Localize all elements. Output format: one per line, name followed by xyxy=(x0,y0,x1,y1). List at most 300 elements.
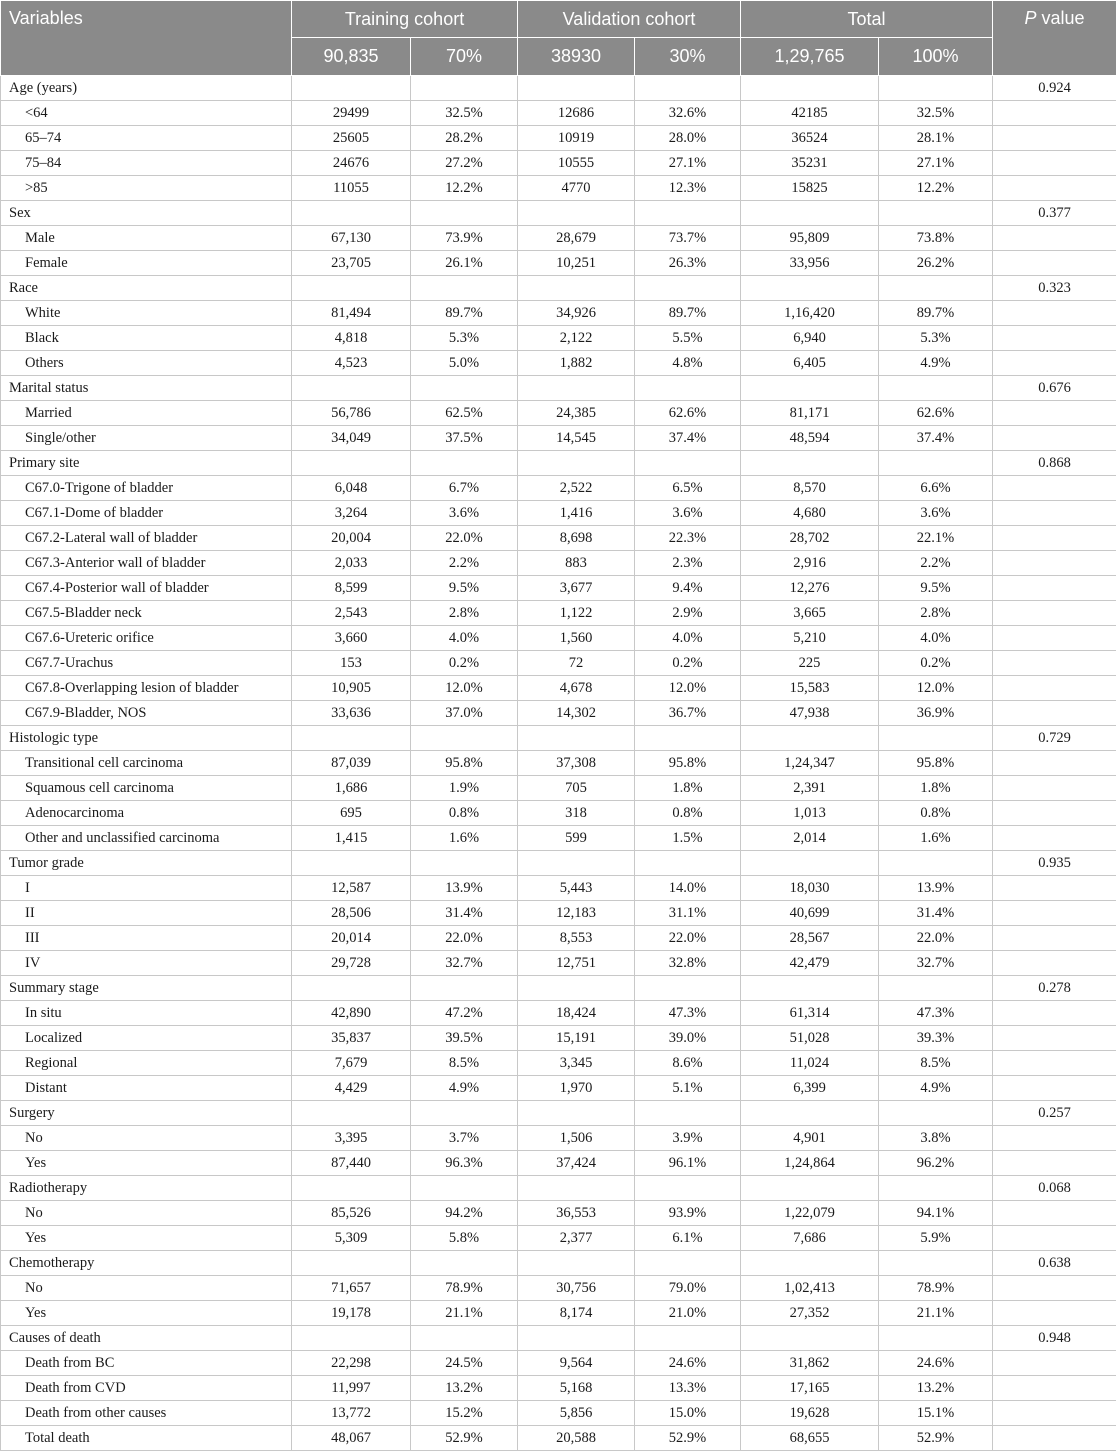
total-count xyxy=(741,1251,879,1276)
validation-count: 37,424 xyxy=(518,1151,635,1176)
row-label: Chemotherapy xyxy=(1,1251,292,1276)
training-count: 67,130 xyxy=(292,226,411,251)
training-percent: 78.9% xyxy=(411,1276,518,1301)
validation-percent: 73.7% xyxy=(635,226,741,251)
training-percent: 73.9% xyxy=(411,226,518,251)
validation-percent: 26.3% xyxy=(635,251,741,276)
validation-percent xyxy=(635,726,741,751)
validation-percent xyxy=(635,1251,741,1276)
training-percent xyxy=(411,1101,518,1126)
total-count: 1,02,413 xyxy=(741,1276,879,1301)
row-label: Tumor grade xyxy=(1,851,292,876)
training-percent: 22.0% xyxy=(411,926,518,951)
p-value: 0.948 xyxy=(993,1326,1116,1351)
validation-count xyxy=(518,1326,635,1351)
validation-percent: 22.3% xyxy=(635,526,741,551)
p-value xyxy=(993,226,1116,251)
validation-count: 1,970 xyxy=(518,1076,635,1101)
total-count: 40,699 xyxy=(741,901,879,926)
training-count: 87,039 xyxy=(292,751,411,776)
total-count: 2,916 xyxy=(741,551,879,576)
total-count xyxy=(741,376,879,401)
total-count: 51,028 xyxy=(741,1026,879,1051)
training-percent xyxy=(411,1176,518,1201)
p-value xyxy=(993,576,1116,601)
p-value xyxy=(993,126,1116,151)
total-count: 5,210 xyxy=(741,626,879,651)
training-count: 2,033 xyxy=(292,551,411,576)
training-count xyxy=(292,1101,411,1126)
training-percent: 95.8% xyxy=(411,751,518,776)
training-percent: 8.5% xyxy=(411,1051,518,1076)
row-label: Death from BC xyxy=(1,1351,292,1376)
total-count: 28,567 xyxy=(741,926,879,951)
row-label: Histologic type xyxy=(1,726,292,751)
total-count: 35231 xyxy=(741,151,879,176)
validation-percent xyxy=(635,76,741,101)
row-label: Localized xyxy=(1,1026,292,1051)
total-percent xyxy=(879,451,993,476)
row-label: Adenocarcinoma xyxy=(1,801,292,826)
row-label: No xyxy=(1,1126,292,1151)
row-label: Age (years) xyxy=(1,76,292,101)
total-count: 42,479 xyxy=(741,951,879,976)
validation-count: 3,345 xyxy=(518,1051,635,1076)
p-value xyxy=(993,626,1116,651)
table-row xyxy=(1,1226,1116,1251)
table-row xyxy=(1,626,1116,651)
training-count: 11,997 xyxy=(292,1376,411,1401)
training-count: 29,728 xyxy=(292,951,411,976)
training-percent xyxy=(411,276,518,301)
row-label: Other and unclassified carcinoma xyxy=(1,826,292,851)
row-label: II xyxy=(1,901,292,926)
total-percent: 4.9% xyxy=(879,351,993,376)
validation-percent: 37.4% xyxy=(635,426,741,451)
p-value xyxy=(993,876,1116,901)
table-row xyxy=(1,1151,1116,1176)
training-count: 71,657 xyxy=(292,1276,411,1301)
total-count: 1,16,420 xyxy=(741,301,879,326)
p-value: 0.935 xyxy=(993,851,1116,876)
validation-percent: 2.9% xyxy=(635,601,741,626)
row-label: Black xyxy=(1,326,292,351)
training-percent: 6.7% xyxy=(411,476,518,501)
total-percent: 78.9% xyxy=(879,1276,993,1301)
table-row-category xyxy=(1,726,1116,751)
validation-percent xyxy=(635,201,741,226)
total-percent: 5.9% xyxy=(879,1226,993,1251)
training-percent xyxy=(411,451,518,476)
total-percent: 9.5% xyxy=(879,576,993,601)
validation-percent: 5.5% xyxy=(635,326,741,351)
validation-count: 2,377 xyxy=(518,1226,635,1251)
total-percent: 24.6% xyxy=(879,1351,993,1376)
p-value xyxy=(993,476,1116,501)
table-row xyxy=(1,351,1116,376)
total-count: 6,940 xyxy=(741,326,879,351)
training-count: 11055 xyxy=(292,176,411,201)
total-percent xyxy=(879,1326,993,1351)
training-count: 28,506 xyxy=(292,901,411,926)
total-count: 61,314 xyxy=(741,1001,879,1026)
validation-percent xyxy=(635,451,741,476)
total-count xyxy=(741,201,879,226)
table-row xyxy=(1,951,1116,976)
validation-count: 705 xyxy=(518,776,635,801)
total-percent: 26.2% xyxy=(879,251,993,276)
total-count xyxy=(741,726,879,751)
row-label: C67.5-Bladder neck xyxy=(1,601,292,626)
total-count: 27,352 xyxy=(741,1301,879,1326)
validation-percent xyxy=(635,1326,741,1351)
row-label: 65–74 xyxy=(1,126,292,151)
p-value xyxy=(993,1076,1116,1101)
total-percent: 13.9% xyxy=(879,876,993,901)
validation-count: 599 xyxy=(518,826,635,851)
table-row xyxy=(1,701,1116,726)
training-count: 22,298 xyxy=(292,1351,411,1376)
p-value xyxy=(993,101,1116,126)
total-count: 4,680 xyxy=(741,501,879,526)
total-count: 3,665 xyxy=(741,601,879,626)
training-percent: 5.8% xyxy=(411,1226,518,1251)
total-percent: 95.8% xyxy=(879,751,993,776)
training-count xyxy=(292,276,411,301)
total-count: 81,171 xyxy=(741,401,879,426)
training-count: 12,587 xyxy=(292,876,411,901)
table-row xyxy=(1,401,1116,426)
total-percent: 62.6% xyxy=(879,401,993,426)
validation-count: 318 xyxy=(518,801,635,826)
total-count xyxy=(741,76,879,101)
validation-count: 4770 xyxy=(518,176,635,201)
total-percent: 5.3% xyxy=(879,326,993,351)
training-percent xyxy=(411,376,518,401)
p-value: 0.323 xyxy=(993,276,1116,301)
total-percent: 0.2% xyxy=(879,651,993,676)
table-row xyxy=(1,1426,1116,1451)
p-value xyxy=(993,301,1116,326)
table-row xyxy=(1,476,1116,501)
training-percent: 32.5% xyxy=(411,101,518,126)
table-row xyxy=(1,1276,1116,1301)
total-count: 33,956 xyxy=(741,251,879,276)
validation-count: 28,679 xyxy=(518,226,635,251)
total-count: 36524 xyxy=(741,126,879,151)
validation-count: 24,385 xyxy=(518,401,635,426)
validation-percent: 2.3% xyxy=(635,551,741,576)
training-count: 29499 xyxy=(292,101,411,126)
training-percent: 27.2% xyxy=(411,151,518,176)
p-value xyxy=(993,901,1116,926)
validation-count: 5,856 xyxy=(518,1401,635,1426)
total-count: 6,399 xyxy=(741,1076,879,1101)
table-row xyxy=(1,876,1116,901)
row-label: C67.4-Posterior wall of bladder xyxy=(1,576,292,601)
total-percent: 1.6% xyxy=(879,826,993,851)
table-row xyxy=(1,1351,1116,1376)
training-count xyxy=(292,451,411,476)
total-percent: 0.8% xyxy=(879,801,993,826)
row-label: Female xyxy=(1,251,292,276)
table-row xyxy=(1,326,1116,351)
training-count: 2,543 xyxy=(292,601,411,626)
row-label: Surgery xyxy=(1,1101,292,1126)
training-percent: 89.7% xyxy=(411,301,518,326)
table-row-category xyxy=(1,1251,1116,1276)
total-count: 1,22,079 xyxy=(741,1201,879,1226)
validation-count: 5,443 xyxy=(518,876,635,901)
validation-count: 30,756 xyxy=(518,1276,635,1301)
header-total-n: 1,29,765 xyxy=(741,38,879,76)
validation-percent: 4.8% xyxy=(635,351,741,376)
validation-count: 10919 xyxy=(518,126,635,151)
total-percent: 12.0% xyxy=(879,676,993,701)
p-value xyxy=(993,1301,1116,1326)
row-label: Summary stage xyxy=(1,976,292,1001)
total-count: 7,686 xyxy=(741,1226,879,1251)
training-percent: 0.2% xyxy=(411,651,518,676)
validation-count xyxy=(518,376,635,401)
validation-percent: 39.0% xyxy=(635,1026,741,1051)
validation-count: 8,553 xyxy=(518,926,635,951)
training-percent xyxy=(411,76,518,101)
total-percent xyxy=(879,726,993,751)
training-count: 25605 xyxy=(292,126,411,151)
validation-percent: 93.9% xyxy=(635,1201,741,1226)
validation-count: 12686 xyxy=(518,101,635,126)
header-validation-pct: 30% xyxy=(635,38,741,76)
p-value xyxy=(993,326,1116,351)
validation-percent: 12.0% xyxy=(635,676,741,701)
validation-count: 1,506 xyxy=(518,1126,635,1151)
total-percent: 3.6% xyxy=(879,501,993,526)
training-percent: 52.9% xyxy=(411,1426,518,1451)
training-percent xyxy=(411,1251,518,1276)
row-label: Others xyxy=(1,351,292,376)
validation-percent: 27.1% xyxy=(635,151,741,176)
total-percent xyxy=(879,976,993,1001)
training-count: 4,523 xyxy=(292,351,411,376)
p-value xyxy=(993,1001,1116,1026)
row-label: Single/other xyxy=(1,426,292,451)
training-count: 1,686 xyxy=(292,776,411,801)
training-percent: 22.0% xyxy=(411,526,518,551)
table-row xyxy=(1,526,1116,551)
training-count: 24676 xyxy=(292,151,411,176)
row-label: Yes xyxy=(1,1226,292,1251)
training-percent: 32.7% xyxy=(411,951,518,976)
p-value xyxy=(993,1351,1116,1376)
p-value xyxy=(993,1026,1116,1051)
header-row-groups xyxy=(1,1,1116,38)
training-count: 4,429 xyxy=(292,1076,411,1101)
row-label: Marital status xyxy=(1,376,292,401)
table-row xyxy=(1,1001,1116,1026)
training-percent: 2.2% xyxy=(411,551,518,576)
validation-count: 34,926 xyxy=(518,301,635,326)
training-percent: 9.5% xyxy=(411,576,518,601)
training-count: 5,309 xyxy=(292,1226,411,1251)
training-percent xyxy=(411,976,518,1001)
table-row xyxy=(1,1201,1116,1226)
total-percent: 22.1% xyxy=(879,526,993,551)
validation-count: 1,122 xyxy=(518,601,635,626)
validation-percent: 21.0% xyxy=(635,1301,741,1326)
validation-count xyxy=(518,1176,635,1201)
training-percent: 12.0% xyxy=(411,676,518,701)
training-percent: 37.0% xyxy=(411,701,518,726)
table-row-category xyxy=(1,276,1116,301)
training-percent: 1.9% xyxy=(411,776,518,801)
validation-percent xyxy=(635,376,741,401)
total-count: 2,014 xyxy=(741,826,879,851)
training-percent: 2.8% xyxy=(411,601,518,626)
validation-percent: 31.1% xyxy=(635,901,741,926)
table-row-category xyxy=(1,76,1116,101)
p-value xyxy=(993,1276,1116,1301)
total-percent: 8.5% xyxy=(879,1051,993,1076)
total-percent: 47.3% xyxy=(879,1001,993,1026)
total-count: 1,24,864 xyxy=(741,1151,879,1176)
training-percent: 4.9% xyxy=(411,1076,518,1101)
validation-count: 2,522 xyxy=(518,476,635,501)
total-percent: 39.3% xyxy=(879,1026,993,1051)
p-value: 0.638 xyxy=(993,1251,1116,1276)
total-percent: 28.1% xyxy=(879,126,993,151)
validation-percent: 47.3% xyxy=(635,1001,741,1026)
p-value xyxy=(993,951,1116,976)
total-percent: 2.2% xyxy=(879,551,993,576)
total-percent: 73.8% xyxy=(879,226,993,251)
validation-percent: 32.6% xyxy=(635,101,741,126)
validation-percent: 9.4% xyxy=(635,576,741,601)
training-percent: 5.3% xyxy=(411,326,518,351)
header-training-pct: 70% xyxy=(411,38,518,76)
table-row xyxy=(1,1376,1116,1401)
training-percent xyxy=(411,851,518,876)
total-percent: 13.2% xyxy=(879,1376,993,1401)
table-row xyxy=(1,1301,1116,1326)
total-count: 68,655 xyxy=(741,1426,879,1451)
training-count xyxy=(292,851,411,876)
table-row xyxy=(1,176,1116,201)
p-value: 0.924 xyxy=(993,76,1116,101)
training-count xyxy=(292,376,411,401)
row-label: Death from CVD xyxy=(1,1376,292,1401)
validation-percent: 95.8% xyxy=(635,751,741,776)
training-percent: 39.5% xyxy=(411,1026,518,1051)
training-count: 35,837 xyxy=(292,1026,411,1051)
row-label: Transitional cell carcinoma xyxy=(1,751,292,776)
validation-percent: 79.0% xyxy=(635,1276,741,1301)
p-value xyxy=(993,1051,1116,1076)
table-row-category xyxy=(1,1176,1116,1201)
total-count: 19,628 xyxy=(741,1401,879,1426)
validation-percent: 6.5% xyxy=(635,476,741,501)
validation-percent: 32.8% xyxy=(635,951,741,976)
validation-count: 14,545 xyxy=(518,426,635,451)
table-row xyxy=(1,776,1116,801)
total-percent: 94.1% xyxy=(879,1201,993,1226)
total-count: 4,901 xyxy=(741,1126,879,1151)
p-value xyxy=(993,1426,1116,1451)
table-row xyxy=(1,101,1116,126)
p-value xyxy=(993,1401,1116,1426)
p-value xyxy=(993,776,1116,801)
p-value xyxy=(993,1226,1116,1251)
row-label: C67.8-Overlapping lesion of bladder xyxy=(1,676,292,701)
total-percent: 36.9% xyxy=(879,701,993,726)
validation-percent xyxy=(635,276,741,301)
p-value: 0.676 xyxy=(993,376,1116,401)
row-label: C67.2-Lateral wall of bladder xyxy=(1,526,292,551)
table-row-category xyxy=(1,976,1116,1001)
training-count: 7,679 xyxy=(292,1051,411,1076)
validation-count xyxy=(518,201,635,226)
total-percent: 22.0% xyxy=(879,926,993,951)
training-count xyxy=(292,976,411,1001)
table-row xyxy=(1,126,1116,151)
p-value xyxy=(993,676,1116,701)
p-value xyxy=(993,1126,1116,1151)
total-count: 15825 xyxy=(741,176,879,201)
header-p-value-word: value xyxy=(1037,8,1085,28)
total-count: 18,030 xyxy=(741,876,879,901)
total-percent: 52.9% xyxy=(879,1426,993,1451)
training-count: 695 xyxy=(292,801,411,826)
total-count: 2,391 xyxy=(741,776,879,801)
validation-count: 9,564 xyxy=(518,1351,635,1376)
validation-count: 36,553 xyxy=(518,1201,635,1226)
header-validation-cohort: Validation cohort xyxy=(518,1,741,38)
validation-percent xyxy=(635,851,741,876)
p-value xyxy=(993,926,1116,951)
table-row xyxy=(1,1076,1116,1101)
validation-count: 14,302 xyxy=(518,701,635,726)
row-label: In situ xyxy=(1,1001,292,1026)
total-count xyxy=(741,1326,879,1351)
training-count: 33,636 xyxy=(292,701,411,726)
training-percent: 3.6% xyxy=(411,501,518,526)
table-row xyxy=(1,226,1116,251)
table-row xyxy=(1,151,1116,176)
validation-percent: 5.1% xyxy=(635,1076,741,1101)
training-count: 10,905 xyxy=(292,676,411,701)
total-count xyxy=(741,1101,879,1126)
training-count xyxy=(292,1176,411,1201)
validation-count xyxy=(518,851,635,876)
validation-count: 1,416 xyxy=(518,501,635,526)
training-percent: 13.9% xyxy=(411,876,518,901)
table-row-category xyxy=(1,1326,1116,1351)
training-count: 19,178 xyxy=(292,1301,411,1326)
validation-count: 72 xyxy=(518,651,635,676)
row-label: Death from other causes xyxy=(1,1401,292,1426)
validation-percent: 0.2% xyxy=(635,651,741,676)
p-value: 0.377 xyxy=(993,201,1116,226)
training-percent xyxy=(411,201,518,226)
validation-percent: 62.6% xyxy=(635,401,741,426)
validation-count xyxy=(518,76,635,101)
row-label: C67.9-Bladder, NOS xyxy=(1,701,292,726)
total-count xyxy=(741,976,879,1001)
row-label: 75–84 xyxy=(1,151,292,176)
training-count: 42,890 xyxy=(292,1001,411,1026)
table-row xyxy=(1,426,1116,451)
table-row xyxy=(1,301,1116,326)
